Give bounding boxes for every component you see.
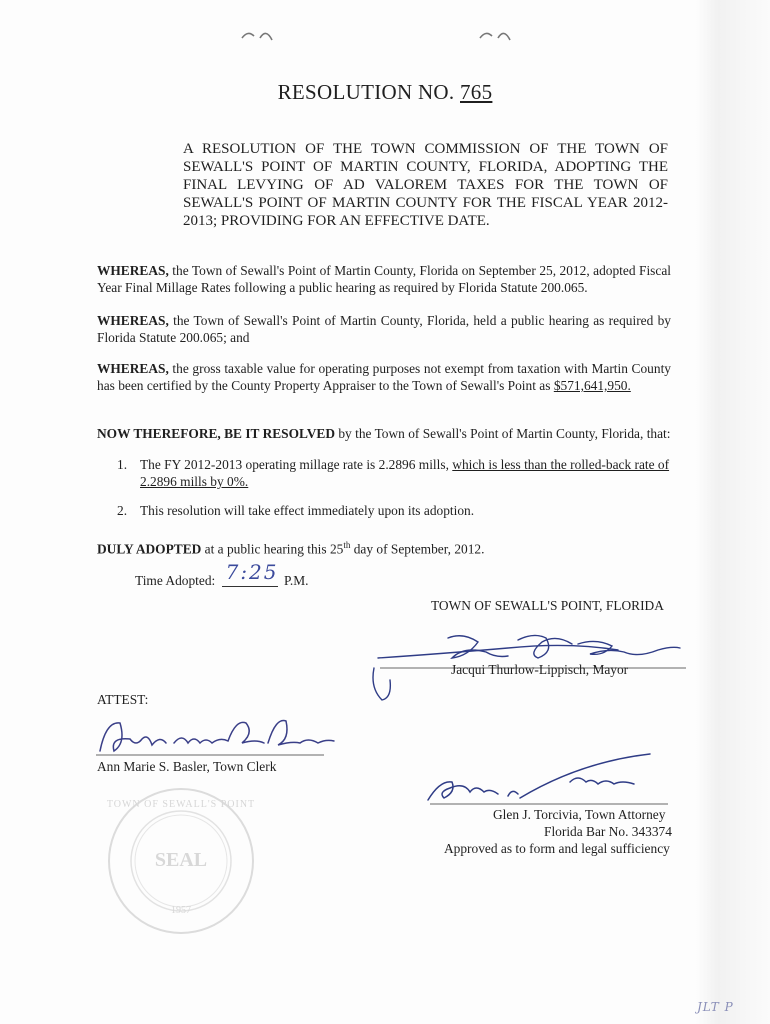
whereas-text: the Town of Sewall's Point of Martin County, Florida on September 25, 2012, adopted Fiscal Year Final Millage Rates following a public hearing as required by Florida Statute 200.065. [97,263,671,295]
whereas-lead: WHEREAS, [97,361,169,376]
list-item-number: 1. [117,457,128,472]
ordinal-suffix: th [343,540,351,550]
attorney-approval: Approved as to form and legal sufficiency [444,841,670,856]
adopted-text-end: day of September, 2012. [350,541,485,557]
resolution-caption: A RESOLUTION OF THE TOWN COMMISSION OF THE TOWN OF SEWALL'S POINT OF MARTIN COUNTY, FLORIDA, ADOPTING THE FINAL LEVYING OF AD VALOREM TAXES FOR THE TOWN OF SEWALL'S POINT OF MARTIN COUNTY FOR THE FISCAL YEAR 2012-2013; PROVIDING FOR AN EFFECTIVE DATE. [183,141,668,229]
adopted-lead: DULY ADOPTED [97,541,202,557]
corner-initials: JLT P [697,1000,734,1014]
punch-hole-mark [478,26,512,46]
resolution-title [0,80,770,105]
seal-text-top: TOWN OF SEWALL'S POINT [106,799,256,810]
whereas-paragraph-1 [97,262,671,296]
clerk-name: Ann Marie S. Basler, Town Clerk [97,759,277,774]
adopted-text: at a public hearing this 25 [201,541,344,557]
attorney-signature [420,752,670,812]
time-adopted-suffix: P.M. [283,573,309,588]
list-item-text: This resolution will take effect immediately upon its adoption. [140,503,475,518]
list-item-underlined-text: which is less than the rolled-back rate of 2.2896 mills by 0%. [140,457,670,489]
mayor-name: Jacqui Thurlow-Lippisch, Mayor [451,662,629,677]
adoption-statement [97,537,671,557]
handwritten-time: 7:25 [225,560,279,584]
seal-text-center: SEAL [154,849,208,871]
punch-hole-mark [240,26,274,46]
whereas-paragraph-2 [97,312,671,346]
attorney-name: Glen J. Torcivia, Town Attorney [493,807,666,822]
scan-edge-shadow [696,0,770,1024]
town-seal [105,785,257,937]
seal-text-bottom: 1957 [171,905,191,916]
whereas-lead: WHEREAS, [97,263,169,278]
time-adopted-blank [222,560,279,587]
time-adopted [135,560,309,589]
whereas-lead: WHEREAS, [97,313,169,328]
resolution-number: 765 [460,80,493,104]
whereas-paragraph-3 [97,360,671,394]
list-item-text: The FY 2012-2013 operating millage rate is 2.2896 mills, [140,457,453,472]
resolved-clause [97,425,671,442]
clerk-signature [96,713,336,763]
time-adopted-label: Time Adopted: [135,573,216,588]
resolved-lead: NOW THEREFORE, BE IT RESOLVED [97,426,336,441]
attest-label: ATTEST: [97,692,149,707]
taxable-value-amount: $571,641,950. [553,378,631,393]
whereas-text: the gross taxable value for operating purposes not exempt from taxation with Martin County has been certified by the County Property Appraiser to the Town of Sewall's Point as [97,361,671,393]
attorney-bar-number: Florida Bar No. 343374 [544,824,672,839]
title-prefix: RESOLUTION NO. [277,80,460,104]
whereas-text: the Town of Sewall's Point of Martin County, Florida, held a public hearing as required by Florida Statute 200.065; and [97,313,671,345]
list-item-number: 2. [117,503,128,518]
resolved-text: by the Town of Sewall's Point of Martin County, Florida, that: [335,426,671,441]
town-heading: TOWN OF SEWALL'S POINT, FLORIDA [431,598,664,613]
